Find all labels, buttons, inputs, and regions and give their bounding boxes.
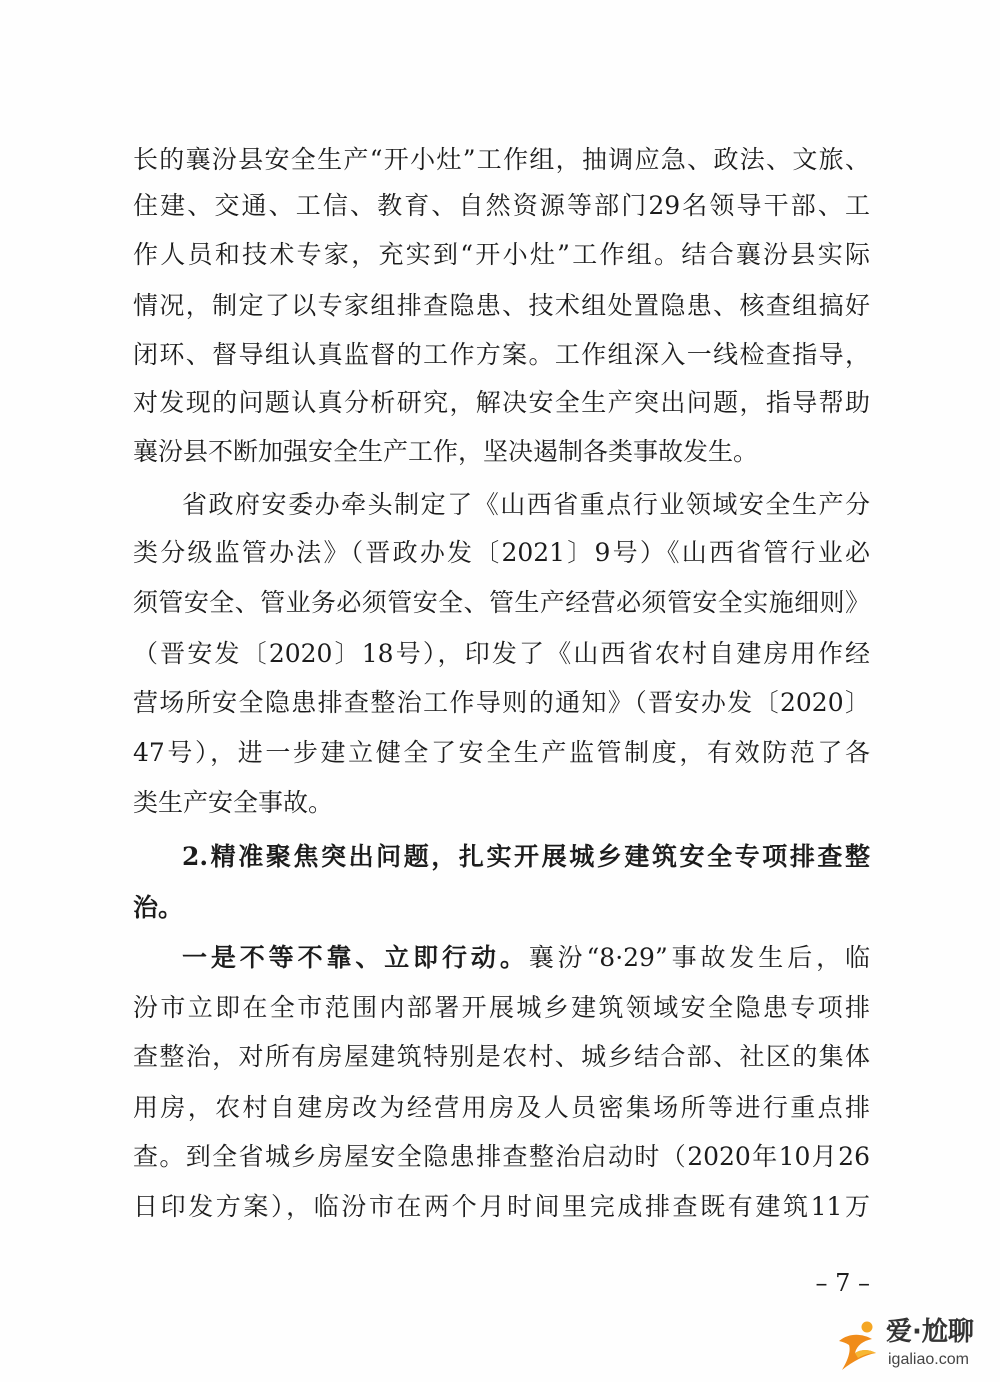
text-line: （晋安发〔2020〕18号），印发了《山西省农村自建房用作经 [133, 639, 870, 668]
text-line: 情况，制定了以专家组排查隐患、技术组处置隐患、核查组搞好 [133, 291, 870, 320]
page-number: – 7 – [815, 1269, 870, 1297]
text-line: 类生产安全事故。 [133, 788, 334, 817]
text-line: 作人员和技术专家，充实到“开小灶”工作组。结合襄汾县实际 [133, 240, 870, 269]
lead-continuation: 襄汾“8·29”事故发生后，临 [528, 943, 870, 972]
watermark [836, 1314, 992, 1376]
watermark-brand: 爱·尬聊 [886, 1317, 974, 1347]
section-heading-line: 治。 [133, 893, 184, 922]
text-line [182, 938, 870, 978]
text-line: 住建、交通、工信、教育、自然资源等部门29名领导干部、工 [133, 191, 870, 220]
watermark-site: igaliao.com [888, 1351, 969, 1368]
section-heading-line: 2.精准聚焦突出问题，扎实开展城乡建筑安全专项排查整 [182, 842, 870, 871]
text-line: 查整治，对所有房屋建筑特别是农村、城乡结合部、社区的集体 [133, 1042, 870, 1071]
text-line: 查。到全省城乡房屋安全隐患排查整治启动时（2020年10月26 [133, 1142, 870, 1171]
text-line: 省政府安委办牵头制定了《山西省重点行业领域安全生产分 [182, 490, 870, 519]
text-line: 类分级监管办法》（晋政办发〔2021〕9号）《山西省管行业必 [133, 538, 870, 567]
text-line: 襄汾县不断加强安全生产工作，坚决遏制各类事故发生。 [133, 437, 759, 466]
text-line: 汾市立即在全市范围内部署开展城乡建筑领域安全隐患专项排 [133, 993, 870, 1022]
text-line: 须管安全、管业务必须管安全、管生产经营必须管安全实施细则》 [133, 588, 870, 617]
logo-icon [836, 1318, 882, 1372]
text-line: 用房，农村自建房改为经营用房及人员密集场所等进行重点排 [133, 1093, 870, 1122]
text-line: 营场所安全隐患排查整治工作导则的通知》（晋安办发〔2020〕 [133, 688, 870, 717]
lead-phrase: 一是不等不靠、立即行动。 [182, 943, 529, 972]
text-line: 对发现的问题认真分析研究，解决安全生产突出问题，指导帮助 [133, 388, 870, 417]
text-line: 闭环、督导组认真监督的工作方案。工作组深入一线检查指导， [133, 340, 870, 369]
text-line: 日印发方案），临汾市在两个月时间里完成排查既有建筑11万 [133, 1192, 870, 1221]
text-line: 长的襄汾县安全生产“开小灶”工作组，抽调应急、政法、文旅、 [133, 145, 870, 174]
text-line: 47号），进一步建立健全了安全生产监管制度，有效防范了各 [133, 738, 870, 767]
